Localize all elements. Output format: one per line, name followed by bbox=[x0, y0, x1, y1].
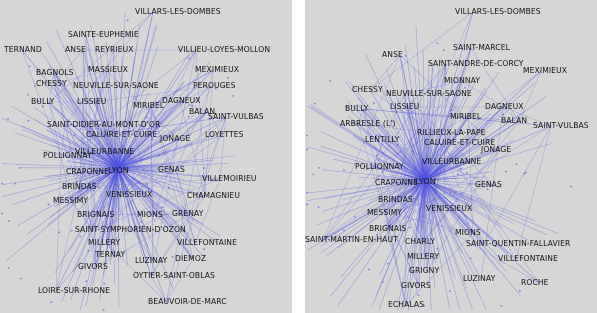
node-label: VILLEFONTAINE bbox=[177, 238, 237, 247]
node-label: VENISSIEUX bbox=[426, 204, 473, 213]
node-dot bbox=[408, 216, 410, 218]
node-dot bbox=[232, 95, 234, 97]
node-label: BALAN bbox=[501, 116, 528, 125]
node-dot bbox=[405, 168, 407, 170]
node-label: GIVORS bbox=[78, 262, 108, 271]
node-dot bbox=[103, 283, 105, 285]
node-label: LUZINAY bbox=[463, 274, 496, 283]
network-panel-left bbox=[0, 0, 292, 313]
node-label: CALUIRE-ET-CUIRE bbox=[86, 130, 158, 139]
node-label: MIRIBEL bbox=[450, 112, 482, 121]
node-dot bbox=[460, 168, 462, 170]
node-dot bbox=[376, 155, 378, 157]
node-label: LOIRE-SUR-RHONE bbox=[38, 286, 111, 295]
node-dot bbox=[412, 151, 414, 153]
node-label: VILLIEU-LOYES-MOLLON bbox=[178, 45, 271, 54]
node-label: JONAGE bbox=[481, 145, 512, 154]
node-dot bbox=[306, 149, 308, 151]
node-label: TERNAY bbox=[95, 250, 126, 259]
node-label: GRIGNY bbox=[409, 266, 440, 275]
node-dot bbox=[329, 80, 331, 82]
node-label: PEROUGES bbox=[193, 81, 236, 90]
node-label: DAGNEUX bbox=[162, 96, 201, 105]
node-label: GIVORS bbox=[401, 281, 431, 290]
node-dot bbox=[318, 167, 320, 169]
node-label: SAINT-SYMPHORIEN-D'OZON bbox=[75, 225, 186, 234]
node-label: NEUVILLE-SUR-SAONE bbox=[73, 81, 159, 90]
node-dot bbox=[306, 204, 308, 206]
node-label: BAGNOLS bbox=[36, 68, 74, 77]
node-label: GENAS bbox=[158, 165, 185, 174]
node-label: VILLEMOIRIEU bbox=[202, 174, 257, 183]
node-label: BRIGNAIS bbox=[77, 210, 115, 219]
node-dot bbox=[50, 301, 52, 303]
node-label: SAINT-MARCEL bbox=[453, 43, 510, 52]
node-label: BULLY bbox=[31, 97, 55, 106]
node-label: VILLARS-LES-DOMBES bbox=[135, 7, 221, 16]
node-label: MIONS bbox=[137, 210, 163, 219]
node-dot bbox=[306, 135, 308, 137]
node-dot bbox=[523, 173, 525, 175]
edge bbox=[519, 71, 541, 121]
node-dot bbox=[413, 198, 415, 200]
node-label: BEAUVOIR-DE-MARC bbox=[148, 297, 227, 306]
node-label: NEUVILLE-SUR-SAONE bbox=[386, 89, 472, 98]
node-label: SAINT-ANDRE-DE-CORCY bbox=[428, 59, 524, 68]
node-dot bbox=[14, 183, 16, 185]
node-label: LYON bbox=[108, 165, 129, 175]
node-dot bbox=[8, 267, 10, 269]
node-dot bbox=[409, 227, 411, 229]
node-dot bbox=[405, 55, 407, 57]
node-dot bbox=[436, 248, 438, 250]
node-label: VILLEURBANNE bbox=[75, 147, 135, 156]
node-dot bbox=[466, 172, 468, 174]
node-dot bbox=[516, 164, 518, 166]
node-label: BULLY bbox=[345, 104, 369, 113]
node-label: VENISSIEUX bbox=[106, 190, 153, 199]
node-label: VILLARS-LES-DOMBES bbox=[455, 7, 541, 16]
node-dot bbox=[306, 192, 308, 194]
node-label: SAINT-QUENTIN-FALLAVIER bbox=[466, 239, 571, 248]
node-label: POLLIONNAY bbox=[355, 162, 404, 171]
node-label: GENAS bbox=[475, 180, 502, 189]
node-label: LOYETTES bbox=[205, 130, 244, 139]
node-dot bbox=[314, 103, 316, 105]
node-dot bbox=[162, 206, 164, 208]
node-label: SAINT-VULBAS bbox=[208, 112, 264, 121]
node-dot bbox=[172, 256, 174, 258]
node-label: MIRIBEL bbox=[133, 101, 165, 110]
node-label: REYRIEUX bbox=[95, 45, 134, 54]
node-dot bbox=[103, 309, 105, 311]
node-dot bbox=[395, 111, 397, 113]
node-dot bbox=[373, 102, 375, 104]
node-dot bbox=[343, 169, 345, 171]
node-label: SAINT-DIDIER-AU-MONT-D'OR bbox=[47, 120, 161, 129]
node-dot bbox=[451, 109, 453, 111]
node-label: MESSIMY bbox=[53, 196, 89, 205]
node-dot bbox=[436, 42, 438, 44]
node-label: ANSE bbox=[382, 50, 403, 59]
node-label: LUZINAY bbox=[135, 256, 168, 265]
node-dot bbox=[382, 281, 384, 283]
node-dot bbox=[500, 305, 502, 307]
node-label: VILLEURBANNE bbox=[422, 157, 482, 166]
node-dot bbox=[318, 206, 320, 208]
node-label: BRIGNAIS bbox=[369, 224, 407, 233]
node-label: MIONS bbox=[455, 228, 481, 237]
node-dot bbox=[168, 187, 170, 189]
node-label: BRINDAS bbox=[62, 182, 97, 191]
node-dot bbox=[449, 192, 451, 194]
node-dot bbox=[71, 230, 73, 232]
node-label: CHAMAGNIEU bbox=[187, 191, 240, 200]
node-label: CRAPONNE bbox=[375, 178, 418, 187]
node-label: LISSIEU bbox=[390, 102, 420, 111]
node-dot bbox=[127, 20, 129, 22]
node-dot bbox=[140, 221, 142, 223]
node-label: ROCHE bbox=[521, 278, 549, 287]
node-label: SAINT-MARTIN-EN-HAUT bbox=[305, 235, 398, 244]
node-label: CALUIRE-ET-CUIRE bbox=[424, 138, 496, 147]
node-dot bbox=[418, 294, 420, 296]
node-dot bbox=[188, 57, 190, 59]
node-dot bbox=[27, 94, 29, 96]
node-label: OYTIER-SAINT-OBLAS bbox=[133, 271, 215, 280]
node-label: ARBRESLE (L') bbox=[340, 119, 396, 128]
node-label: LENTILLY bbox=[365, 135, 400, 144]
node-dot bbox=[7, 118, 9, 120]
node-dot bbox=[387, 263, 389, 265]
node-label: DAGNEUX bbox=[485, 102, 524, 111]
node-dot bbox=[1, 213, 3, 215]
node-label: SAINT-VULBAS bbox=[533, 121, 589, 130]
node-dot bbox=[97, 186, 99, 188]
node-dot bbox=[449, 290, 451, 292]
node-label: MILLERY bbox=[88, 238, 121, 247]
node-dot bbox=[146, 116, 148, 118]
node-label: MIONNAY bbox=[444, 76, 481, 85]
node-dot bbox=[570, 186, 572, 188]
node-dot bbox=[19, 167, 21, 169]
node-dot bbox=[382, 171, 384, 173]
node-dot bbox=[227, 77, 229, 79]
node-label: SAINTE-EUPHEMIE bbox=[68, 30, 139, 39]
node-label: MEXIMIEUX bbox=[195, 65, 240, 74]
node-label: BRINDAS bbox=[378, 195, 413, 204]
node-label: BALAN bbox=[189, 107, 216, 116]
node-label: LYON bbox=[415, 176, 436, 186]
node-dot bbox=[48, 203, 50, 205]
node-dot bbox=[58, 231, 60, 233]
node-dot bbox=[20, 278, 22, 280]
node-label: DIEMOZ bbox=[175, 254, 207, 263]
node-dot bbox=[158, 154, 160, 156]
node-dot bbox=[455, 191, 457, 193]
node-dot bbox=[343, 230, 345, 232]
node-label: MASSIEUX bbox=[88, 65, 128, 74]
node-dot bbox=[312, 174, 314, 176]
node-label: ECHALAS bbox=[388, 300, 425, 309]
node-label: ANSE bbox=[65, 45, 86, 54]
node-dot bbox=[457, 173, 459, 175]
node-label: CHARLY bbox=[405, 237, 435, 246]
node-label: CHESSY bbox=[352, 85, 383, 94]
node-dot bbox=[354, 216, 356, 218]
node-label: MESSIMY bbox=[367, 208, 403, 217]
node-dot bbox=[8, 220, 10, 222]
edge-group bbox=[2, 12, 235, 310]
edge bbox=[176, 117, 226, 170]
node-dot bbox=[74, 134, 76, 136]
node-dot bbox=[27, 120, 29, 122]
node-dot bbox=[443, 49, 445, 51]
node-label: VILLEFONTAINE bbox=[498, 254, 558, 263]
node-label: LISSIEU bbox=[77, 97, 107, 106]
node-dot bbox=[79, 236, 81, 238]
node-dot bbox=[29, 65, 31, 67]
node-dot bbox=[203, 248, 205, 250]
node-dot bbox=[470, 257, 472, 259]
node-label: CHESSY bbox=[36, 79, 67, 88]
node-dot bbox=[505, 171, 507, 173]
network-panel-right bbox=[305, 0, 597, 313]
node-label: POLLIONNAY bbox=[43, 151, 92, 160]
node-label: TERNAND bbox=[4, 45, 42, 54]
node-label: MILLERY bbox=[407, 252, 440, 261]
node-dot bbox=[87, 250, 89, 252]
node-dot bbox=[1, 183, 3, 185]
node-label: RILLIEUX-LA-PAPE bbox=[417, 128, 486, 137]
node-label: JONAGE bbox=[160, 134, 191, 143]
node-label: CRAPONNE bbox=[66, 167, 109, 176]
node-label: GRENAY bbox=[172, 209, 204, 218]
node-label: MEXIMIEUX bbox=[523, 66, 568, 75]
node-dot bbox=[85, 280, 87, 282]
node-dot bbox=[203, 167, 205, 169]
node-dot bbox=[525, 172, 527, 174]
node-dot bbox=[368, 269, 370, 271]
node-dot bbox=[519, 290, 521, 292]
